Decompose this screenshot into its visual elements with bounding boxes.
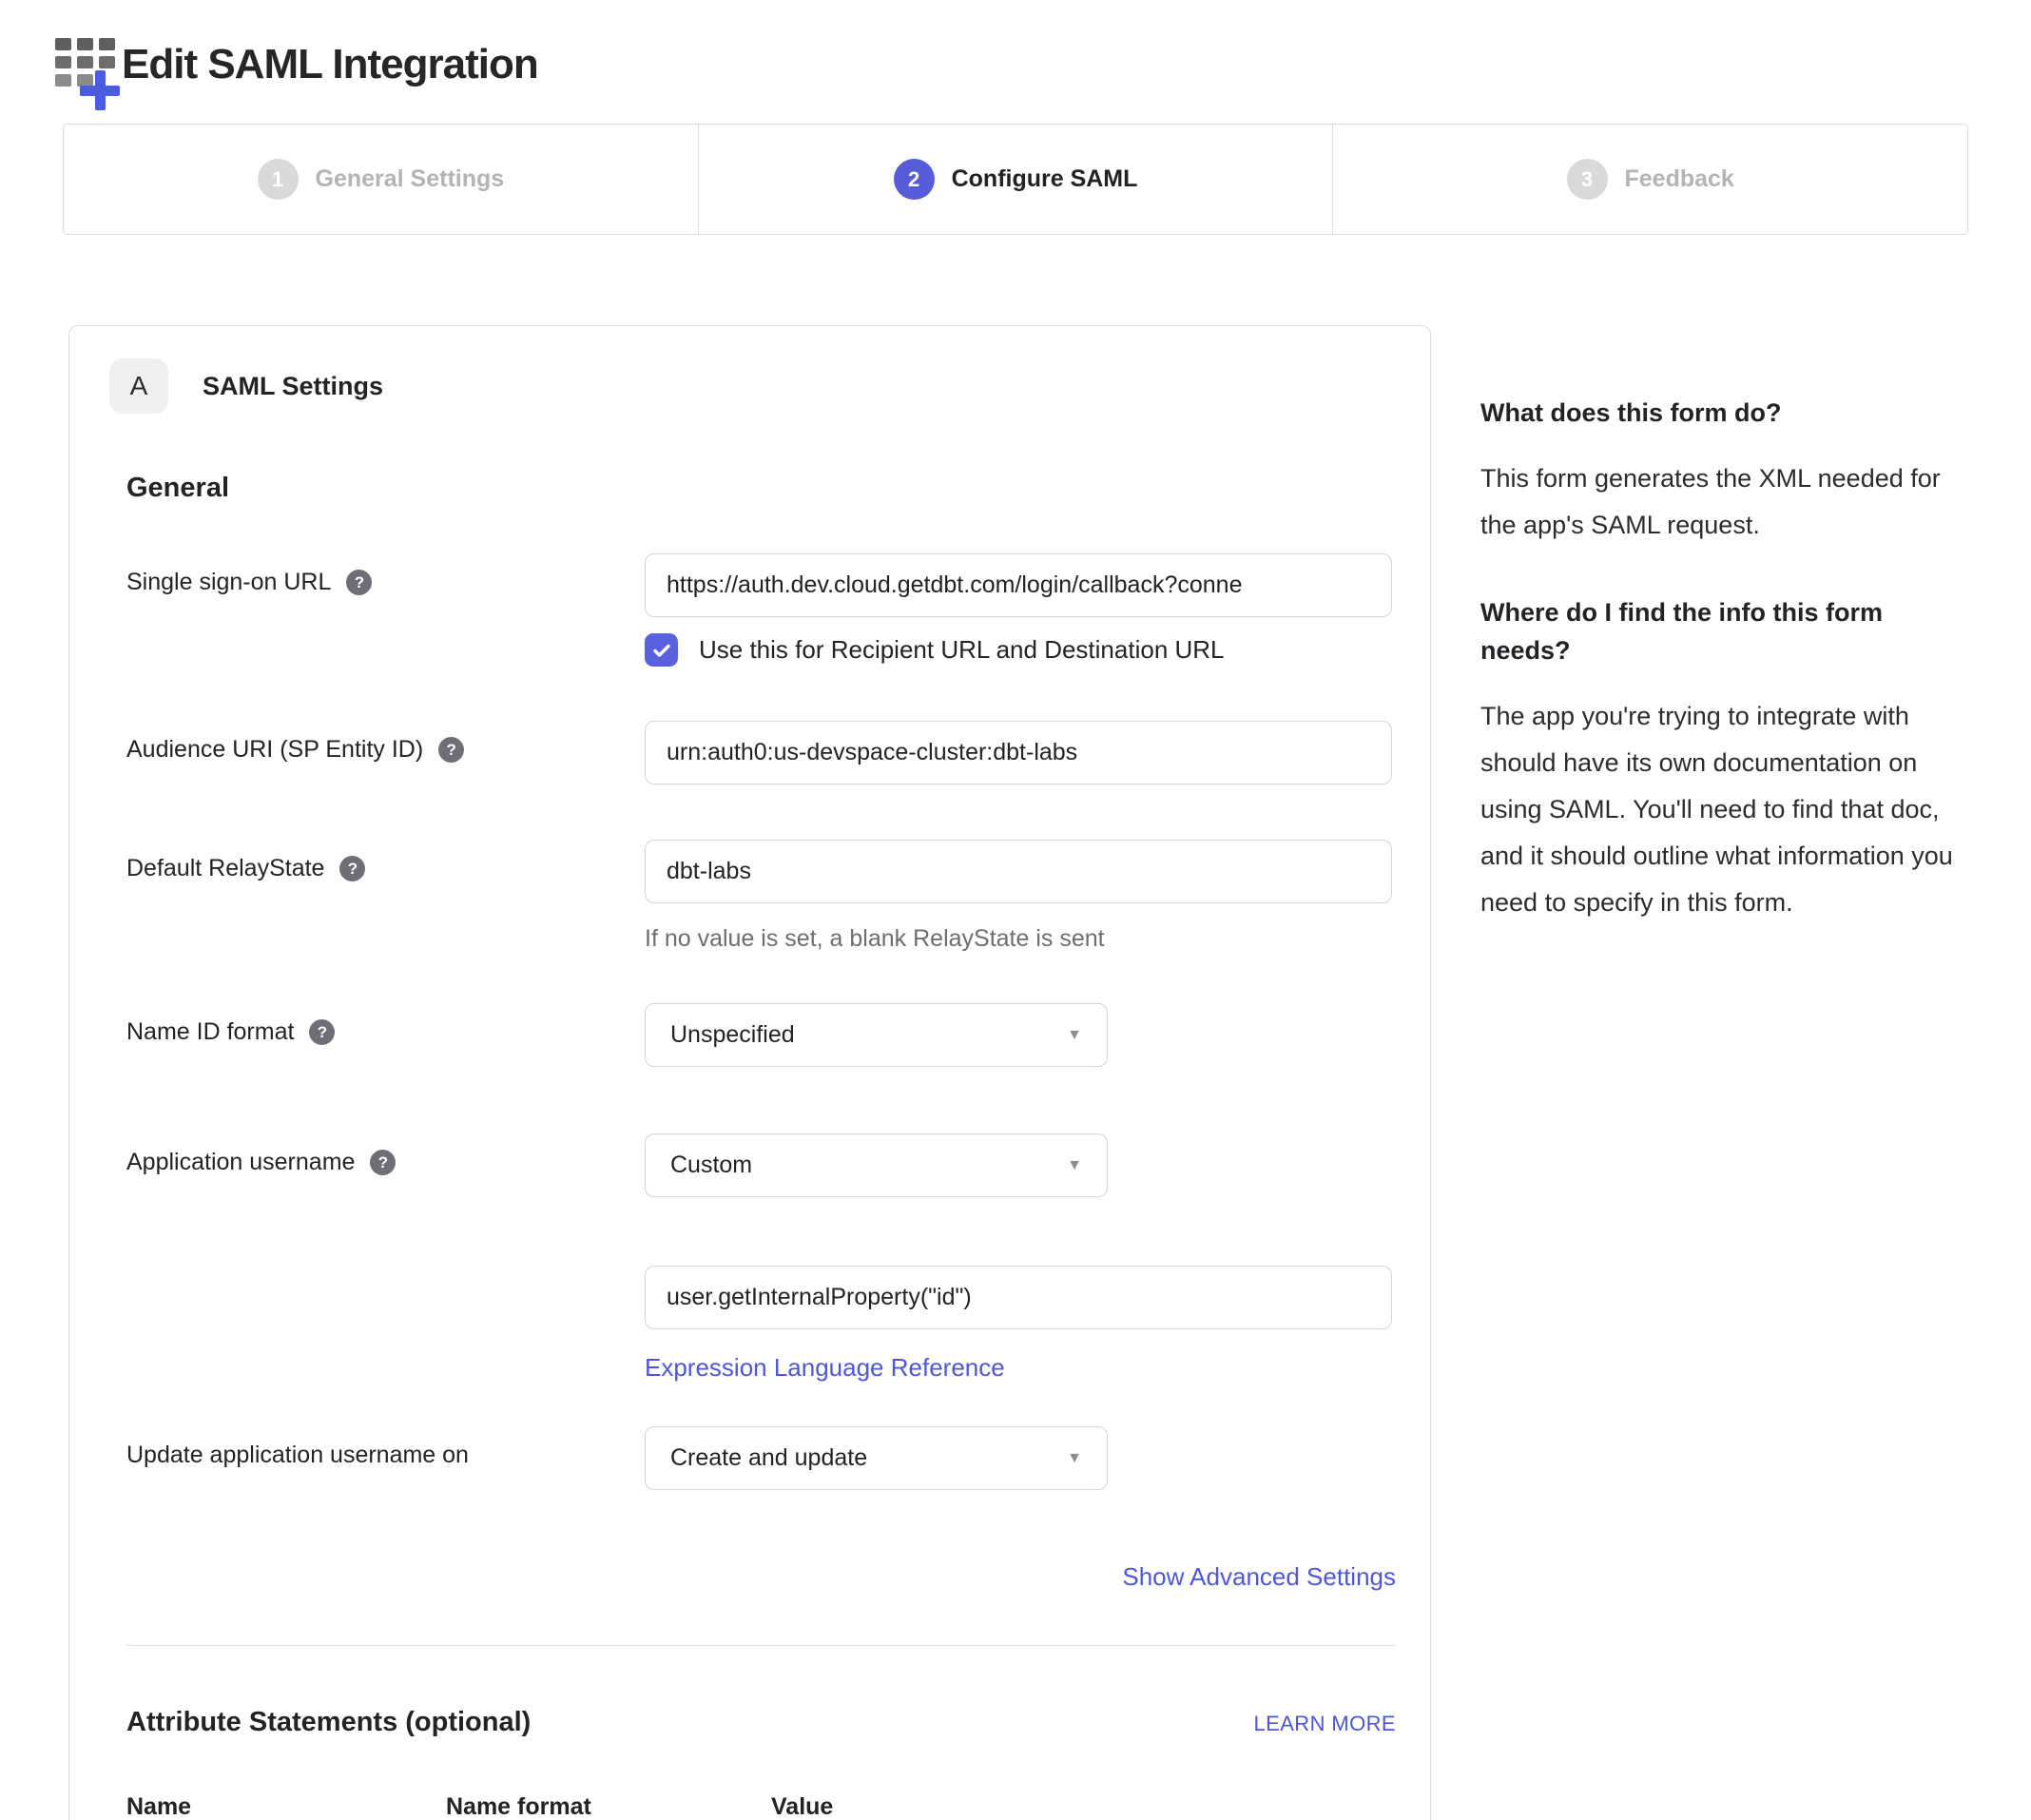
wizard-stepper: [63, 124, 1968, 235]
column-header-name: Name: [126, 1793, 192, 1820]
name-id-format-label: Name ID format: [126, 1018, 295, 1045]
attribute-statements-heading: Attribute Statements (optional): [126, 1707, 532, 1737]
recipient-url-checkbox[interactable]: [645, 633, 678, 667]
audience-uri-input[interactable]: [645, 721, 1392, 784]
chevron-down-icon: ▼: [1067, 1026, 1082, 1043]
step-label: General Settings: [315, 165, 505, 192]
update-app-username-label: Update application username on: [126, 1442, 469, 1468]
sidebar-question-2: Where do I find the info this form needs?: [1480, 598, 1883, 665]
sso-url-label: Single sign-on URL: [126, 569, 332, 595]
page-header: [0, 0, 2031, 97]
column-header-value: Value: [771, 1793, 834, 1820]
app-grid-plus-icon: [55, 38, 122, 97]
general-heading: General: [126, 473, 229, 503]
name-id-format-select[interactable]: [645, 1003, 1108, 1067]
help-sidebar: [1480, 325, 1968, 926]
sso-url-input[interactable]: [645, 553, 1392, 617]
step-feedback[interactable]: [1332, 125, 1967, 234]
step-number-badge: 3: [1567, 159, 1608, 200]
help-icon[interactable]: ?: [346, 570, 372, 595]
learn-more-link[interactable]: LEARN MORE: [1253, 1712, 1396, 1735]
chevron-down-icon: ▼: [1067, 1449, 1082, 1466]
section-title: SAML Settings: [203, 371, 384, 400]
help-icon[interactable]: ?: [438, 737, 464, 763]
sidebar-answer-1: This form generates the XML needed for the app's SAML request.: [1480, 464, 1941, 540]
help-icon[interactable]: ?: [370, 1150, 396, 1175]
step-general-settings[interactable]: [64, 125, 698, 234]
step-number-badge: 1: [258, 159, 299, 200]
update-app-username-value: Create and update: [670, 1444, 868, 1471]
sidebar-question-1: What does this form do?: [1480, 398, 1782, 427]
sidebar-answer-2: The app you're trying to integrate with should have its own documentation on using SAML. You'll need to find that doc, and it should outline what information you need to specify in this form.: [1480, 701, 1953, 918]
application-username-select[interactable]: [645, 1133, 1108, 1197]
expression-language-reference-link[interactable]: Expression Language Reference: [645, 1353, 1005, 1382]
section-divider: [126, 1645, 1396, 1646]
relay-state-hint: If no value is set, a blank RelayState is sent: [645, 925, 1105, 952]
relay-state-input[interactable]: [645, 840, 1392, 903]
column-header-name-format: Name format: [446, 1793, 591, 1820]
page-title: Edit SAML Integration: [122, 41, 538, 87]
plus-icon: [80, 70, 120, 110]
step-label: Configure SAML: [951, 165, 1138, 192]
audience-uri-label: Audience URI (SP Entity ID): [126, 736, 424, 763]
section-a-badge: A: [109, 358, 168, 414]
update-app-username-select[interactable]: [645, 1426, 1108, 1490]
show-advanced-settings-link[interactable]: Show Advanced Settings: [1122, 1562, 1396, 1591]
relay-state-label: Default RelayState: [126, 855, 325, 881]
step-number-badge: 2: [894, 159, 935, 200]
custom-expression-input[interactable]: [645, 1266, 1392, 1329]
chevron-down-icon: ▼: [1067, 1156, 1082, 1173]
name-id-format-value: Unspecified: [670, 1021, 795, 1048]
help-icon[interactable]: ?: [339, 856, 365, 881]
help-icon[interactable]: ?: [309, 1019, 335, 1045]
saml-settings-card: [68, 325, 1431, 1820]
attribute-statements-header-row: [126, 1793, 1392, 1820]
application-username-label: Application username: [126, 1149, 356, 1175]
step-configure-saml[interactable]: [698, 125, 1333, 234]
recipient-url-checkbox-label[interactable]: Use this for Recipient URL and Destination URL: [699, 635, 1225, 664]
checkmark-icon: [650, 639, 673, 662]
application-username-value: Custom: [670, 1152, 753, 1178]
step-label: Feedback: [1624, 165, 1734, 192]
